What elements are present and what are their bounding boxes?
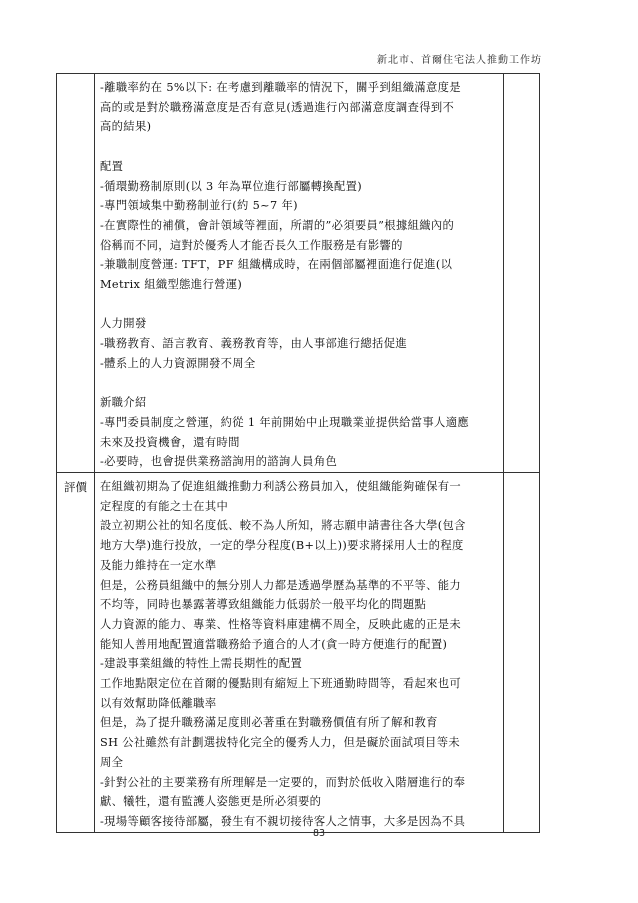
text-line: 人力資源的能力、專業、性格等資料庫建構不周全，反映此處的正是未 — [100, 617, 462, 631]
text-line: 俗稱而不同，這對於優秀人才能否長久工作服務是有影響的 — [100, 238, 403, 252]
text-line — [100, 374, 499, 394]
text-line: 及能力維持在一定水準 — [100, 558, 217, 572]
text-line — [100, 295, 499, 315]
text-line: -離職率約在 5%以下: 在考慮到離職率的情況下，關乎到組織滿意度是 — [100, 81, 461, 94]
text-line: Metrix 組織型態進行營運) — [100, 278, 243, 292]
empty-cell — [504, 74, 540, 473]
text-line — [100, 137, 499, 157]
text-line: 不均等，同時也暴露著導致組織能力低弱於一般平均化的問題點 — [100, 598, 427, 612]
text-line: -職務教育、語言教育、義務教育等，由人事部進行總括促進 — [100, 337, 407, 351]
text-line: 配置 — [100, 159, 124, 173]
text-line: 定程度的有能之士在其中 — [100, 499, 229, 513]
text-line: 以有效幫助降低離職率 — [100, 696, 217, 710]
text-line: SH 公社雖然有計劃選拔特化完全的優秀人力，但是礙於面試項目等未 — [100, 736, 460, 750]
content-cell — [95, 473, 504, 833]
row-label-cell: 評價 — [57, 473, 95, 833]
text-line: -建設事業組織的特性上需長期性的配置 — [100, 657, 303, 671]
table-row — [57, 473, 540, 833]
page-number: 83 — [312, 828, 326, 839]
text-line: 未來及投資機會，還有時間 — [100, 435, 240, 449]
text-line: 人力開發 — [100, 317, 147, 331]
empty-cell — [504, 473, 540, 833]
text-line: 能知人善用地配置適當職務給予適合的人才(貪一時方便進行的配置) — [100, 637, 448, 651]
table-row — [57, 74, 540, 473]
text-line: -針對公社的主要業務有所理解是一定要的，而對於低收入階層進行的奉 — [100, 775, 466, 789]
text-line: 高的結果) — [100, 120, 152, 134]
text-line: -在實際性的補償，會計領域等裡面，所謂的”必須要員”根據組織內的 — [100, 218, 455, 232]
text-line: 但是，公務員組織中的無分別人力都是透過學歷為基準的不平等、能力 — [100, 578, 462, 592]
text-line: 但是，為了提升職務滿足度則必著重在對職務價值有所了解和教育 — [100, 716, 438, 730]
text-line: -專門委員制度之營運，約從 1 年前開始中止現職業並提供給當事人適應 — [100, 415, 469, 429]
text-line: -必要時，也會提供業務諮詢用的諮詢人員角色 — [100, 455, 338, 469]
text-line: 地方大學)進行投放，一定的學分程度(B+以上))要求將採用人士的程度 — [100, 539, 464, 553]
text-line: -循環勤務制原則(以 3 年為單位進行部屬轉換配置) — [100, 179, 363, 193]
text-line: 設立初期公社的知名度低、較不為人所知，將志願申請書往各大學(包含 — [100, 519, 466, 533]
text-line: 工作地點限定位在首爾的優點則有縮短上下班通勤時間等，看起來也可 — [100, 677, 462, 691]
text-line: -兼職制度營運: TFT，PF 組織構成時，在兩個部屬裡面進行促進(以 — [100, 258, 453, 272]
text-line: 周全 — [100, 755, 124, 769]
row-label-cell — [57, 74, 95, 473]
text-line: 新職介紹 — [100, 396, 147, 410]
text-line: 獻、犧牲，還有監護人姿態更是所必須要的 — [100, 795, 322, 809]
text-line: 在組織初期為了促進組織推動力利誘公務員加入，使組織能夠確保有一 — [100, 480, 462, 494]
text-line: -體系上的人力資源開發不周全 — [100, 356, 256, 370]
text-line: 高的或是對於職務滿意度是否有意見(透過進行內部滿意度調查得到不 — [100, 100, 455, 114]
row1-content — [95, 74, 503, 472]
text-line: -現場等顧客接待部屬，發生有不親切接待客人之情事，大多是因為不具 — [100, 814, 466, 828]
content-cell — [95, 74, 504, 473]
row2-content — [95, 473, 503, 832]
page-header: 新北市、首爾住宅法人推動工作坊 — [377, 55, 542, 66]
text-line: -專門領域集中勤務制並行(約 5~7 年) — [100, 199, 298, 213]
content-table — [56, 73, 540, 833]
